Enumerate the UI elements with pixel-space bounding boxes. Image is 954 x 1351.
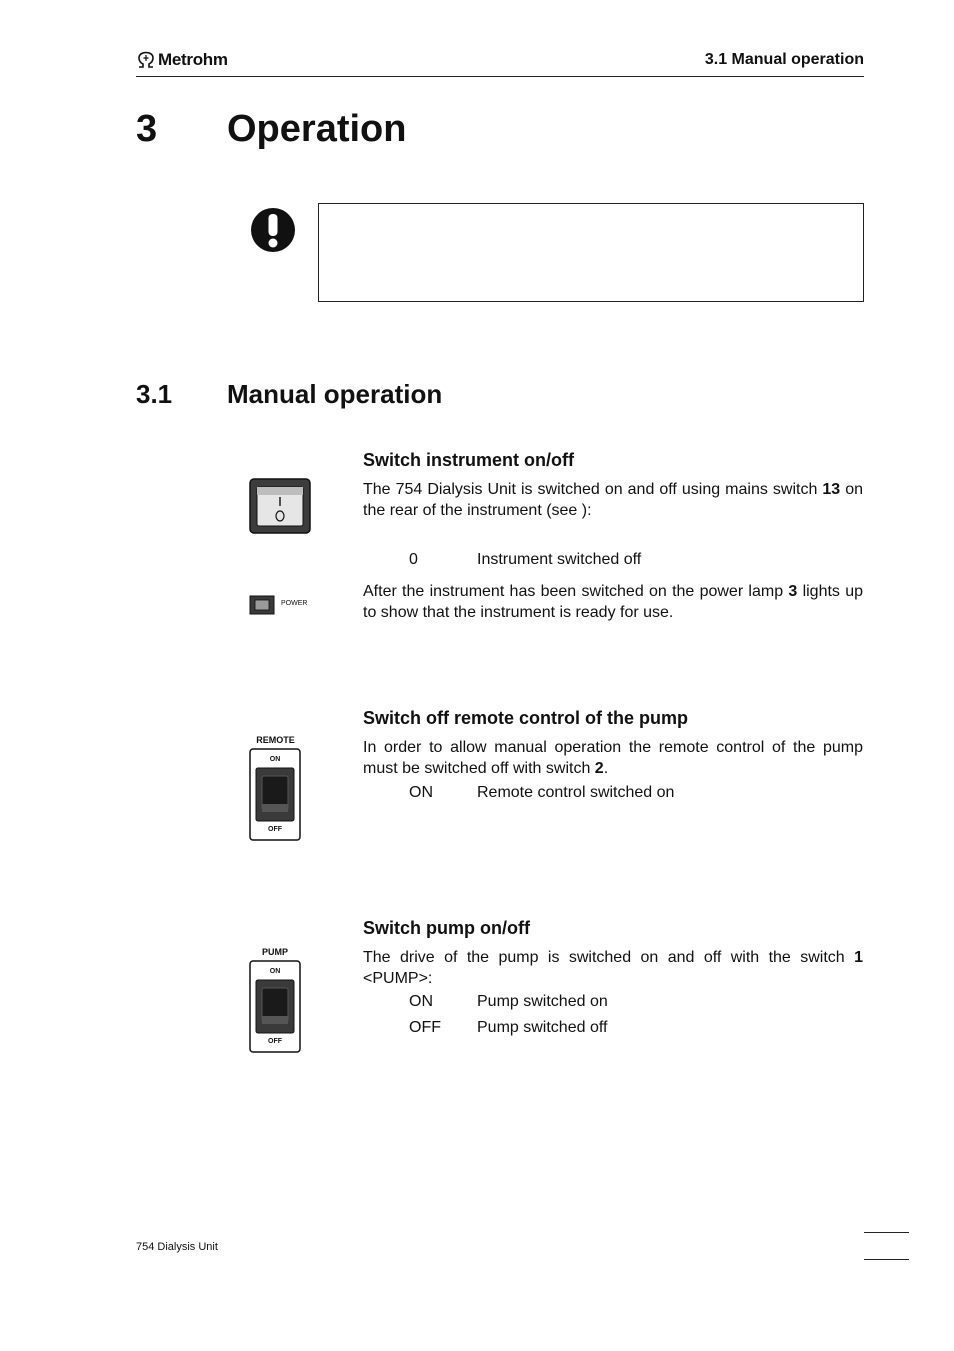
switch-position-key: ON	[409, 784, 433, 801]
power-lamp-paragraph: After the instrument has been switched on the power lamp 3 lights up to show that the instrument is ready for use.	[363, 583, 863, 621]
footer-rule-top	[864, 1232, 909, 1233]
section-title: Manual operation	[227, 379, 443, 409]
chapter-number: 3	[136, 108, 158, 150]
remote-switch-heading: Switch off remote control of the pump	[363, 708, 688, 728]
pump-switch-on-label: ON	[269, 968, 281, 975]
footer-product-name: 754 Dialysis Unit	[136, 1241, 218, 1253]
brand-name: Metrohm	[158, 50, 228, 69]
remote-switch-title: REMOTE	[256, 735, 295, 745]
remote-switch-off-label: OFF	[268, 826, 282, 833]
instrument-switch-paragraph: The 754 Dialysis Unit is switched on and off using mains switch 13 on the rear of the instrument (see ):	[363, 481, 863, 519]
omega-logo-icon	[136, 51, 156, 69]
pump-switch-heading: Switch pump on/off	[363, 918, 530, 938]
pump-switch-paragraph: The drive of the pump is switched on and off with the switch 1 <PUMP>:	[363, 949, 863, 987]
note-box	[318, 203, 864, 302]
power-lamp-label: POWER	[281, 600, 308, 607]
power-lamp-icon	[249, 595, 275, 620]
header-rule	[136, 76, 864, 77]
footer-rule-bottom	[864, 1259, 909, 1260]
switch-position-label: Remote control switched on	[477, 784, 675, 801]
remote-switch-paragraph: In order to allow manual operation the remote control of the pump must be switched off with switch 2.	[363, 739, 863, 777]
mains-switch-icon	[249, 478, 311, 539]
brand-logo	[136, 50, 228, 70]
switch-position-label: Pump switched on	[477, 993, 608, 1010]
pump-switch-off-label: OFF	[268, 1038, 282, 1045]
running-header: 3.1 Manual operation	[704, 51, 864, 68]
switch-position-key: ON	[409, 993, 433, 1010]
exclamation-warning-icon	[250, 207, 296, 258]
section-number: 3.1	[136, 379, 173, 409]
switch-position-key: 0	[409, 551, 418, 568]
chapter-title: Operation	[227, 108, 407, 150]
remote-switch-on-label: ON	[269, 756, 281, 763]
switch-position-label: Pump switched off	[477, 1019, 608, 1036]
switch-position-key: OFF	[409, 1019, 441, 1036]
instrument-switch-heading: Switch instrument on/off	[363, 450, 574, 470]
switch-position-label: Instrument switched off	[477, 551, 642, 568]
pump-switch-title: PUMP	[261, 947, 288, 957]
